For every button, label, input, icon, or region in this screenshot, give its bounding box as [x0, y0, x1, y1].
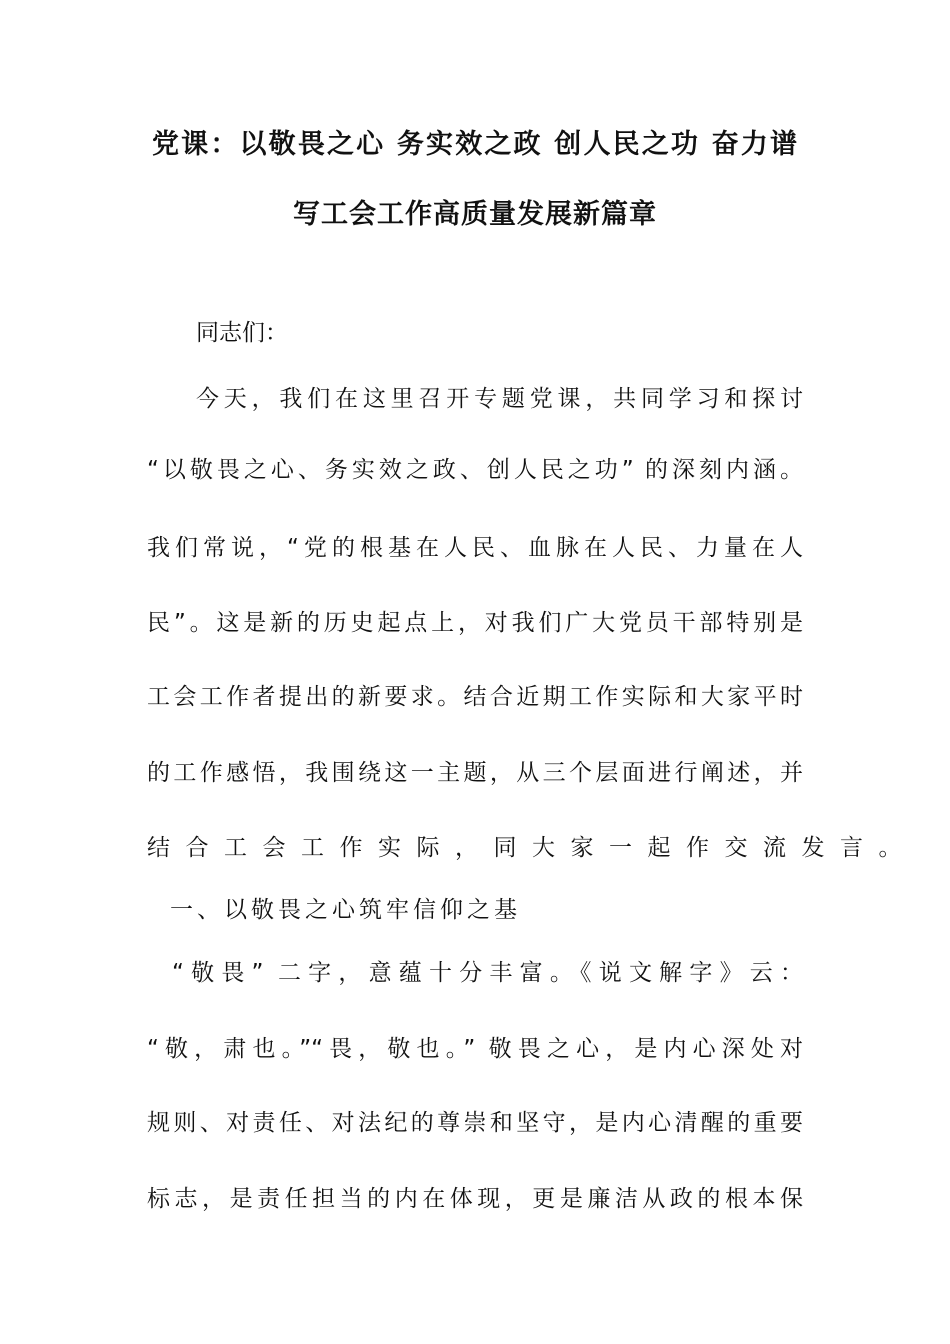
body-line: 标志，是责任担当的内在体现，更是廉洁从政的根本保	[147, 1186, 803, 1212]
body-line: 结合工会工作实际，同大家一起作交流发言。	[147, 835, 917, 861]
section-heading: 一、以敬畏之心筑牢信仰之基	[170, 897, 521, 923]
salutation: 同志们：	[196, 320, 288, 346]
document-title-line-1: 党课：以敬畏之心 务实效之政 创人民之功 奋力谱	[152, 129, 798, 160]
body-line: 今天，我们在这里召开专题党课，共同学习和探讨	[196, 386, 803, 412]
body-line: 我们常说，“党的根基在人民、血脉在人民、力量在人	[147, 535, 803, 561]
body-line: “敬，肃也。”“畏，敬也。” 敬畏之心，是内心深处对	[147, 1036, 803, 1062]
body-line: 工会工作者提出的新要求。结合近期工作实际和大家平时	[147, 684, 803, 710]
body-line: 规则、对责任、对法纪的尊崇和坚守，是内心清醒的重要	[147, 1110, 803, 1136]
body-line: 民”。这是新的历史起点上，对我们广大党员干部特别是	[147, 610, 803, 636]
body-line: “敬畏” 二字，意蕴十分丰富。《说文解字》云：	[172, 960, 803, 986]
document-title-line-2: 写工会工作高质量发展新篇章	[293, 199, 657, 230]
body-line: 的工作感悟，我围绕这一主题，从三个层面进行阐述，并	[147, 760, 803, 786]
body-line: “以敬畏之心、务实效之政、创人民之功” 的深刻内涵。	[147, 457, 803, 483]
